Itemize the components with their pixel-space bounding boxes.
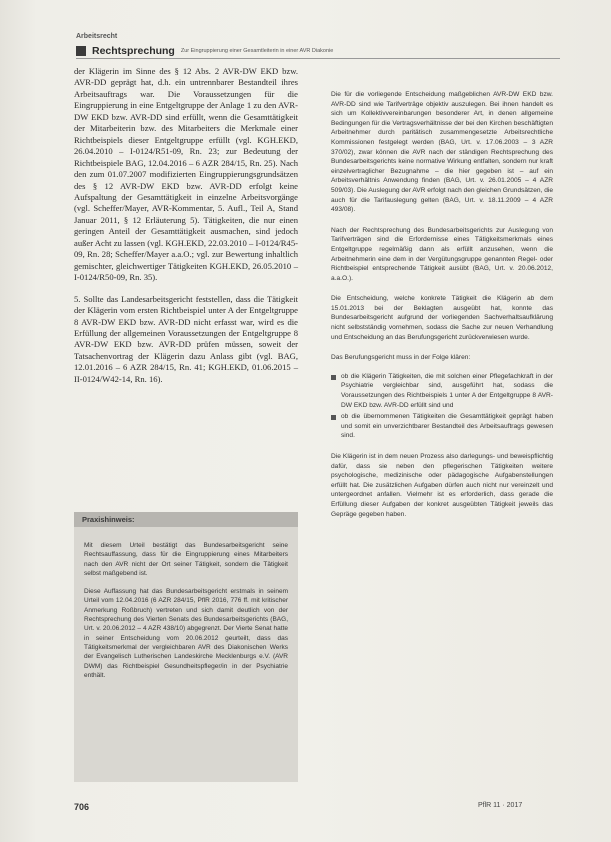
square-bullet-icon: [331, 375, 336, 380]
square-bullet-icon: [331, 415, 336, 420]
list-item-text: ob die übernommenen Tätigkeiten die Gesamttätigkeit geprägt haben und somit ein unverzichtbarer Bestandteil des Arbeitsauftrags gewesen sind.: [341, 413, 553, 440]
header-divider: [76, 58, 560, 59]
header-square-icon: [76, 46, 86, 56]
left-paragraph-1: der Klägerin im Sinne des § 12 Abs. 2 AVR-DW EKD bzw. AVR-DD geprägt hat, d.h. ein untrennbarer Bestandteil ihres Arbeitsauftrags war. Die Voraussetzungen für die Eingruppierung in eine Entgeltgruppe der Anlage 1 zu den AVR-DW EKD bzw. AVR-DD sind erfüllt, wenn die Gesamttätigkeit der Mitarbeiterin bzw. des Mitarbeiters die Merkmale einer Richtbeispiels dieser Entgeltgruppe erfüllt (vgl. KGH.EKD, 26.04.2010 – I-0124/R51-09, Rn. 23; zur Bedeutung der Richtbeispiele BAG, 12.04.2016 – 6 AZR 284/15, Rn. 25). Nach den zum 01.07.2007 modifizierten Eingruppierungsgrundsätzen des § 12 AVR-DW EKD bzw. AVR-DD erfolgt keine Aufspaltung der Gesamttätigkeit in einzelne Arbeitsvorgänge (vgl. Scheffer/Mayer, AVR-Kommentar, 5. Aufl., Teil A, Stand Januar 2011, § 12 Erläuterung 5). Tätigkeiten, die nur einen geringen Anteil der Gesamttätigkeit ausmachen, sind jedoch außer Acht zu lassen (vgl. KGH.EKD, 22.03.2010 – I-0124/R45-09, Rn. 28; Scheffer/Mayer a.a.O.; vgl. zur Bewertung inhaltlich gemischter, gleichwertiger Tätigkeiten KGH.EKD, 26.05.2010 – I-0124/R50-09, Rn. 35).: [74, 66, 298, 283]
practice-note-heading: Praxishinweis:: [74, 512, 298, 527]
journal-reference: PflR 11 · 2017: [478, 802, 523, 809]
right-paragraph-2: Nach der Rechtsprechung des Bundesarbeitsgerichts zur Auslegung von Tarifverträgen sind die Erfordernisse eines Tätigkeitsmerkmals eines Entgeltgruppe regelmäßig dann als erfüllt anzusehen, wenn die Arbeitnehmerin eine dem in der Vergütungsgruppe genannten Regel- oder Richtbeispiel entsprechende Tätigkeit ausübt (BAG, Urt. v. 20.06.2012, a.a.O.).: [331, 226, 553, 282]
list-item-text: ob die Klägerin Tätigkeiten, die mit solchen einer Pflegefachkraft in der Psychiatrie vergleichbar sind, ausgeführt hat, sodass die Voraussetzungen des Richtbeispiels 1 unter A der Entgeltgruppe 8 AVR-DW EKD bzw. AVR-DD erfüllt sind und: [341, 372, 553, 409]
section-label: Arbeitsrecht: [76, 33, 118, 40]
left-column: [74, 66, 298, 385]
right-paragraph-4: Das Berufungsgericht muss in der Folge klären:: [331, 354, 471, 362]
running-header: [76, 45, 560, 56]
header-subtitle: Zur Eingruppierung einer Gesamtleiterin in einer AVR Diakonie: [180, 47, 334, 54]
right-paragraph-5: Die Klägerin ist in dem neuen Prozess also darlegungs- und beweispflichtig dafür, dass sie neben den pflegerischen Tätigkeiten weitere psychologische, medizinische oder pädagogische Aufgabenstellungen erfüllt hat. Die zusätzlichen Aufgaben dürfen auch nicht nur vereinzelt und untergeordnet anfallen. Vielmehr ist es erforderlich, dass gerade die Erfüllung dieser Aufgaben der konkret ausgeübten Tätigkeit jeweils das Gepräge gegeben haben.: [331, 453, 553, 518]
left-paragraph-2: 5. Sollte das Landesarbeitsgericht feststellen, dass die Tätigkeit der Klägerin vom ersten Richtbeispiel unter A der Entgeltgruppe 8 AVR-DW EKD bzw. AVR-DD nicht erfasst war, wird es die Erfüllung der allgemeinen Voraussetzungen der Entgeltgruppe 8 AVR-DW EKD bzw. AVR-DD prüfen müssen, soweit der Tatsachenvortrag der Klägerin dazu Anlass gibt (vgl. BAG, 12.01.2016 – 6 AZR 284/15, Rn. 41; KGH.EKD, 01.06.2015 – II-0124/W42-14, Rn. 16).: [74, 293, 298, 384]
right-column: [331, 90, 553, 519]
header-title: Rechtsprechung: [92, 44, 175, 57]
right-paragraph-3: Die Entscheidung, welche konkrete Tätigkeit die Klägerin ab dem 15.01.2013 bei der Beklagten ausgeübt hat, konnte das Bundesarbeitsgericht aufgrund der vorliegenden Sachverhaltsaufklärung nicht selbstständig vornehmen, sodass die Sache zur neuen Verhandlung und Entscheidung an das Berufungsgericht zurückverwiesen wurde.: [331, 295, 553, 341]
right-paragraph-1: Die für die vorliegende Entscheidung maßgeblichen AVR-DW EKD bzw. AVR-DD sind wie Tarifverträge objektiv auszulegen. Bei ihnen handelt es sich um Kollektivvereinbarungen besonderer Art, in denen allgemeine Bedingungen für die Vertragsverhältnisse der bei den Kirchen beschäftigten Arbeitnehmer durch paritätisch zusammengesetzte Arbeitsrechtliche Kommissionen festgelegt werden (BAG, Urt. v. 17.06.2003 – 3 AZR 370/02), zwar können die AVR nach der ständigen Rechtsprechung des Bundesarbeitsgerichts keine normative Wirkung entfalten, sondern nur kraft einzelvertraglicher Bezugnahme – die hier gegeben ist – auf ein Arbeitsverhältnis Anwendung finden (BAG, Urt. v. 26.01.2005 – 4 AZR 509/03). Die Auslegung der AVR erfolgt nach den gleichen Grundsätzen, die auch für die Tarifauslegung gelten (BAG, Urt. v. 18.11.2009 – 4 AZR 493/08).: [331, 91, 554, 214]
practice-note-box: [74, 512, 298, 782]
clarification-list: [331, 372, 553, 441]
practice-paragraph-2: Diese Auffassung hat das Bundesarbeitsgericht erstmals in seinem Urteil vom 12.04.2016 (6 AZR 284/15, PflR 2016, 776 ff. mit kritischer Anmerkung Roßbruch) vertreten und sich damit deutlich von der Rechtsprechung des Vierten Senats des Bundesarbeitsgerichts (BAG, Urt. v. 20.06.2012 – 4 AZR 438/10) abgegrenzt. Der Vierte Senat hatte in seiner Entscheidung vom 20.06.2012 geurteilt, dass das Tätigkeitsmerkmal der vergleichbaren AVR des Diakonischen Werks der Evangelisch Lutherischen Landeskirche Mecklenburgs e.V. (AVR DWM) das Richtbeispiel Gesundheitspfleger/in in der Psychiatrie enthält.: [84, 588, 288, 679]
practice-note-body: [74, 527, 298, 680]
page-number: 706: [74, 802, 90, 812]
practice-paragraph-1: Mit diesem Urteil bestätigt das Bundesarbeitsgericht seine Rechtsauffassung, dass für die Eingruppierung eines Mitarbeiters nach den AVR nicht der Ort seiner Tätigkeit, sondern die Tätigkeit selbst maßgebend ist.: [84, 542, 288, 577]
list-item: [331, 372, 553, 410]
list-item: [331, 412, 553, 441]
